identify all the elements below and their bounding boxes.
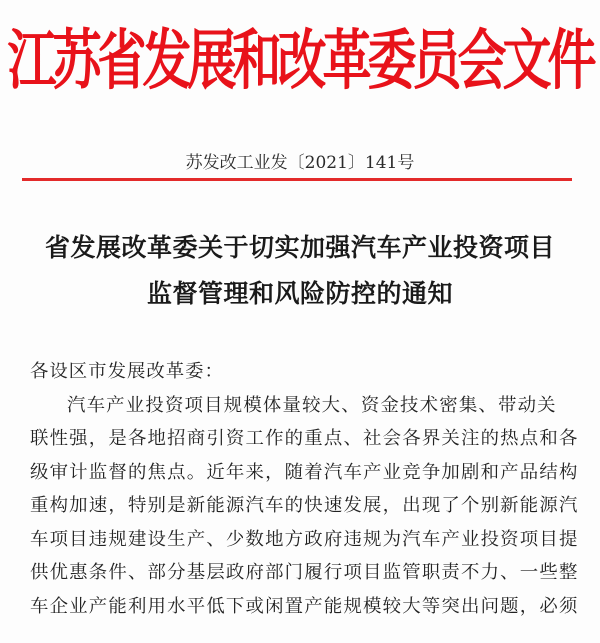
red-divider-line xyxy=(22,178,572,181)
title-line: 省发展改革委关于切实加强汽车产业投资项目 xyxy=(44,233,555,262)
body-line: 汽车产业投资项目规模体量较大、资金技术密集、带动关 xyxy=(67,394,557,416)
salutation: 各设区市发展改革委： xyxy=(30,361,224,382)
body-line: 车项目违规建设生产、少数地方政府违规为汽车产业投资项目提 xyxy=(30,528,579,550)
body-line: 级审计监督的焦点。近年来，随着汽车产业竞争加剧和产品结构 xyxy=(30,461,579,483)
title-line: 监督管理和风险防控的通知 xyxy=(146,279,453,308)
body-line: 重构加速，特别是新能源汽车的快速发展，出现了个别新能源汽 xyxy=(30,495,579,516)
document-header: 江苏省发展和改革委员会文件 xyxy=(7,21,593,99)
document-title xyxy=(0,225,600,317)
body-line: 联性强，是各地招商引资工作的重点、社会各界关注的热点和各 xyxy=(30,428,579,449)
body-line: 供优惠条件、部分基层政府部门履行项目监管职责不力、一些整 xyxy=(30,562,579,583)
body-line: 车企业产能利用水平低下或闲置产能规模较大等突出问题，必须 xyxy=(30,595,579,617)
document-body xyxy=(30,355,578,623)
document-number: 苏发改工业发〔2021〕141号 xyxy=(185,153,415,173)
